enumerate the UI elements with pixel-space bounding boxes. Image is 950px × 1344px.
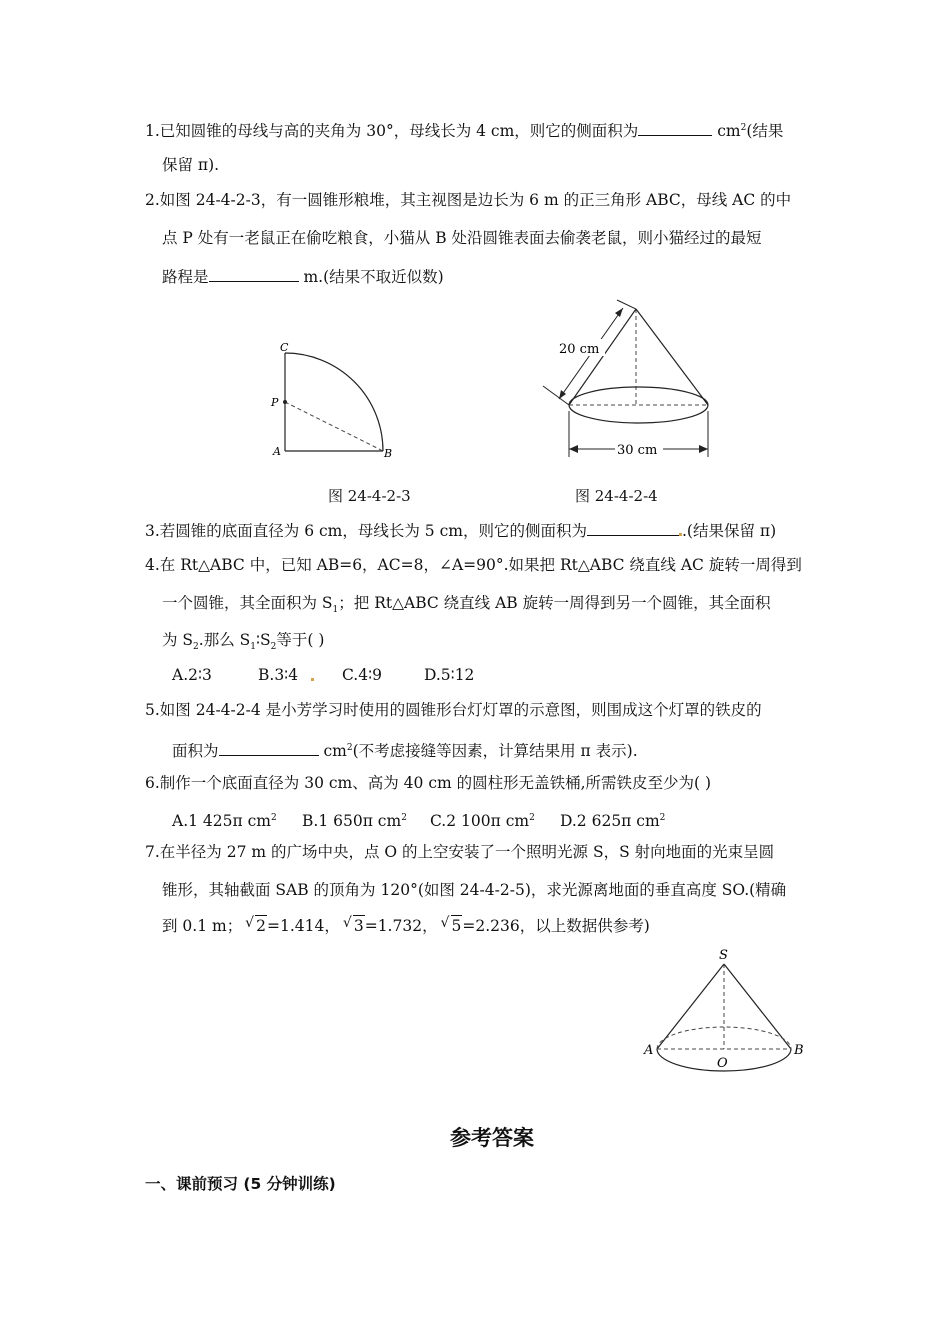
- question-4-option-d[interactable]: D.5∶12: [424, 666, 475, 684]
- answer-blank-2[interactable]: [209, 266, 299, 282]
- label-b: B: [384, 447, 393, 460]
- question-4-option-c[interactable]: C.4∶9: [342, 666, 382, 684]
- question-4-line-3: 为 $S_2$.那么 $S_1∶S_2$等于( ): [162, 631, 325, 653]
- cone-base-ellipse: [569, 387, 708, 423]
- label-p: P: [271, 396, 279, 409]
- point-p: [283, 400, 287, 404]
- dashed-segment-pb: [285, 402, 383, 451]
- question-7-line-2: 锥形，其轴截面 SAB 的顶角为 120°(如图 24-4-2-5)，求光源离地面的垂直高度 SO.(精确: [162, 881, 787, 899]
- question-6-option-a[interactable]: A.1 425π $cm^2$: [172, 812, 277, 831]
- cone-left-slant: [569, 309, 636, 405]
- slant-label: 20 cm: [559, 342, 600, 357]
- question-6-option-d[interactable]: D.2 625π $cm^2$: [560, 812, 666, 831]
- answer-blank-3[interactable]: [587, 520, 679, 536]
- question-7-line-1: 7.在半径为 27 m 的广场中央，点 O 的上空安装了一个照明光源 S，S 射向地面的光束呈圆: [145, 843, 775, 861]
- question-1-line-1: 1.已知圆锥的母线与高的夹角为 30°，母线长为 4 cm，则它的侧面积为 $cm^2$(结果: [145, 122, 784, 141]
- question-1-line-2: 保留 π).: [162, 156, 220, 174]
- label-s: S: [719, 948, 728, 963]
- label-a: A: [273, 445, 281, 458]
- question-2-line-3: 路程是 m.(结果不取近似数): [162, 268, 444, 286]
- segment-sa: [657, 964, 724, 1049]
- question-4-line-1: 4.在 Rt△ABC 中，已知 AB=6，AC=8，∠A=90°.如果把 Rt△ABC 绕直线 AC 旋转一周得到: [145, 556, 802, 574]
- section-heading-1: 一、课前预习 (5 分钟训练): [145, 1175, 336, 1193]
- question-3: 3.若圆锥的底面直径为 6 cm，母线长为 5 cm，则它的侧面积为 .(结果保留 π): [145, 522, 777, 540]
- question-1-text: 1.已知圆锥的母线与高的夹角为 30°，母线长为 4 cm，则它的侧面积为: [145, 122, 639, 141]
- answer-blank-5[interactable]: [219, 740, 319, 756]
- sqrt-2: √ 2: [255, 915, 267, 936]
- question-6-option-b[interactable]: B.1 650π $cm^2$: [302, 812, 407, 831]
- question-6-option-c[interactable]: C.2 100π $cm^2$: [430, 812, 535, 831]
- question-2-line-1: 2.如图 24-4-2-3，有一圆锥形粮堆，其主视图是边长为 6 m 的正三角形 ABC，母线 AC 的中: [145, 191, 792, 209]
- question-4-option-a[interactable]: A.2∶3: [172, 666, 212, 684]
- question-5-line-1: 5.如图 24-4-2-4 是小芳学习时使用的圆锥形台灯灯罩的示意图，则围成这个灯罩的铁皮的: [145, 701, 762, 719]
- cone-right-slant: [636, 309, 708, 405]
- figure-caption-24-4-2-4: 图 24-4-2-4: [575, 487, 658, 505]
- arc-cb: [285, 353, 383, 451]
- label-o: O: [717, 1056, 728, 1071]
- question-7-line-3: 到 0.1 m； √ 2=1.414， √ 3=1.732， √ 5=2.236，以上数据供参考): [162, 915, 650, 936]
- question-5-line-2: 面积为 $cm^2$(不考虑接缝等因素，计算结果用 π 表示).: [172, 742, 638, 761]
- sqrt-5: √ 5: [451, 915, 463, 936]
- question-6-line-1: 6.制作一个底面直径为 30 cm、高为 40 cm 的圆柱形无盖铁桶,所需铁皮至少为( ): [145, 774, 712, 792]
- figure-24-4-2-4: [535, 295, 725, 465]
- segment-sb: [724, 964, 791, 1049]
- answers-title: 参考答案: [450, 1126, 534, 1150]
- sqrt-3: √ 3: [353, 915, 365, 936]
- answer-blank-1[interactable]: [638, 120, 712, 136]
- figure-24-4-2-5: [640, 944, 810, 1079]
- label-c: C: [280, 341, 289, 354]
- figure-24-4-2-3: [268, 338, 398, 463]
- diameter-label: 30 cm: [617, 443, 658, 458]
- label-a: A: [644, 1043, 654, 1058]
- question-2-line-2: 点 P 处有一老鼠正在偷吃粮食，小猫从 B 处沿圆锥表面去偷袭老鼠，则小猫经过的最短: [162, 229, 762, 247]
- label-b: B: [794, 1043, 804, 1058]
- figure-caption-24-4-2-3: 图 24-4-2-3: [328, 487, 411, 505]
- question-4-option-b[interactable]: B.3∶4: [258, 666, 299, 684]
- question-4-line-2: 一个圆锥，其全面积为 $S_1$；把 Rt△ABC 绕直线 AB 旋转一周得到另一个圆锥，其全面积: [162, 594, 771, 616]
